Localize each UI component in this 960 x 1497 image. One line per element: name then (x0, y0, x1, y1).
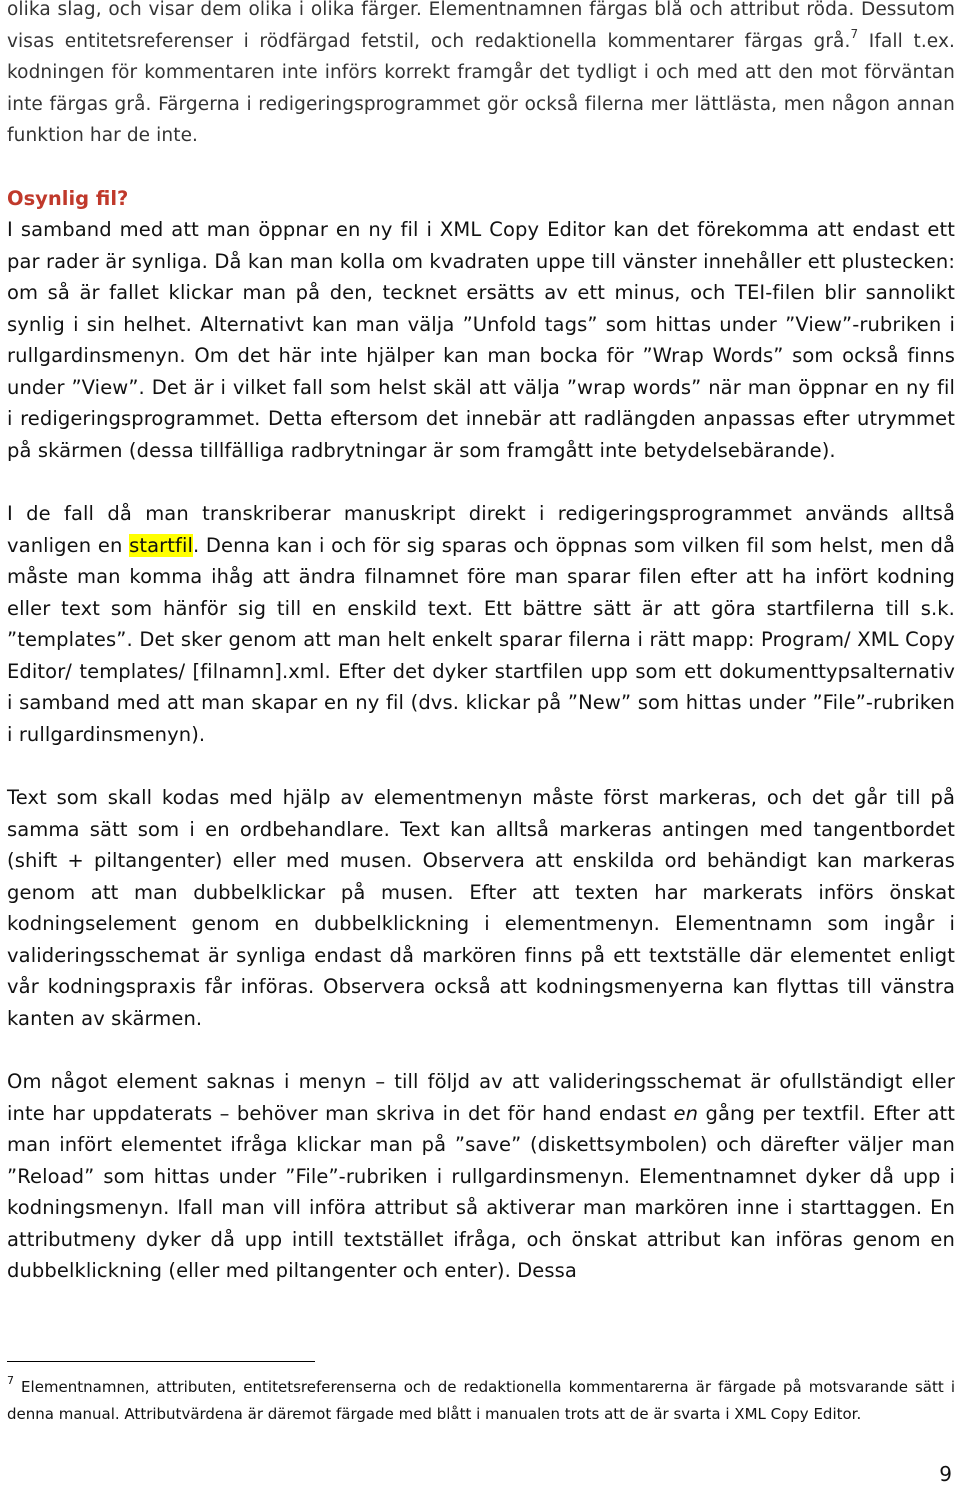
paragraph-startfile (7, 498, 955, 750)
paragraph-text: . Denna kan i och för sig sparas och öppnas som vilken fil som helst, men då måste man komma ihåg att ändra filnamnet före man sparar filen efter att ha infört kodning eller text som hänför sig till en enskild text. Ett bättre sätt är att göra startfilerna till s.k. ”templates”. Det sker genom att man helt enkelt sparar filerna i rätt mapp: Program/ XML Copy Editor/ templates/ [filnamn].xml. Efter det dyker startfilen upp som ett dokumenttypsalternativ i samband med att man skapar en ny fil (dvs. klickar på ”New” som hittas under ”File”-rubriken i rullgardinsmenyn). (7, 533, 955, 746)
emphasized-word: en (673, 1101, 699, 1125)
paragraph-text: I de fall då man transkriberar manuskript direkt i redigeringsprogrammet används alltså vanligen en (7, 502, 955, 557)
paragraph-text: Om något element saknas i menyn – till följd av att valideringsschemat är ofullständigt eller inte har uppdaterats – behöver man skriva in det för hand endast (7, 1070, 955, 1125)
footnote-separator (7, 1361, 315, 1362)
footnote (7, 1374, 955, 1427)
paragraph-marking-text: Text som skall kodas med hjälp av elementmenyn måste först markeras, och det går till på samma sätt som i en ordbehandlare. Text kan alltså markeras antingen med tangentbordet (shift + piltangenter) eller med musen. Observera att enskilda ord behändigt kan markeras genom att man dubbelklickar på musen. Efter att texten har markerats införs önskat kodningselement genom en dubbelklickning i elementmenyn. Elementnamn som ingår i valideringsschemat är synliga endast då markören finns på ett textställe där elementet enligt vår kodningspraxis får införas. Observera också att kodningsmenyerna kan flyttas till vänstra kanten av skärmen. (7, 786, 955, 1030)
footnote-text (7, 1374, 955, 1427)
footnote-body: Elementnamnen, attributen, entitetsreferenserna och de redaktionella kommentarerna är färgade på motsvarande sätt i denna manual. Attributvärdena är däremot färgade med blått i manualen trots att de är svarta i XML Copy Editor. (7, 1378, 955, 1423)
section-heading: Osynlig fil? (7, 186, 129, 210)
intro-text-b: Ifall t.ex. kodningen för kommentaren inte införs korrekt framgår det tydligt i och med att den mot förväntan inte färgas grå. Färgerna i redigeringsprogrammet gör också filerna mer lättlästa, men någon annan funktion har de inte. (7, 30, 955, 146)
footnote-reference[interactable]: 7 (850, 26, 859, 41)
intro-text-a: olika slag, och visar dem olika i olika färger. Elementnamnen färgas blå och attribut röda. Dessutom visas entitetsreferenser i rödfärgad fetstil, och redaktionella kommentarer färgas grå. (7, 0, 955, 52)
footnote-number: 7 (7, 1374, 14, 1387)
page-number: 9 (939, 1462, 952, 1486)
document-page (7, 0, 955, 1287)
intro-paragraph (7, 0, 955, 152)
paragraph-missing-element (7, 1066, 955, 1287)
paragraph-invisible-file: I samband med att man öppnar en ny fil i XML Copy Editor kan det förekomma att endast ett par rader är synliga. Då kan man kolla om kvadraten uppe till vänster innehåller ett plustecken: om så är fallet klickar man på den, tecknet ersätts av ett minus, och TEI-filen blir sannolikt synlig i sin helhet. Alternativt kan man välja ”Unfold tags” som hittas under ”View”-rubriken i rullgardinsmenyn. Om det här inte hjälper kan man bocka för ”Wrap Words” som också finns under ”View”. Det är i vilket fall som helst skäl att välja ”wrap words” när man öppnar en ny fil i redigeringsprogrammet. Detta eftersom det innebär att radlängden anpassas efter utrymmet på skärmen (dessa tillfälliga radbrytningar är som framgått inte betydelsebärande). (7, 218, 955, 462)
highlighted-term: startfil (129, 533, 193, 557)
paragraph-text: gång per textfil. Efter att man infört elementet ifråga klickar man på ”save” (diskettsymbolen) och därefter väljer man ”Reload” som hittas under ”File”-rubriken i rullgardinsmenyn. Elementnamnet dyker då upp i kodningsmenyn. Ifall man vill införa attribut så aktiverar man markören inne i starttaggen. En attributmeny dyker då upp intill textstället ifråga, och önskat attribut kan införas genom en dubbelklickning (eller med piltangenter och enter). Dessa (7, 1101, 955, 1282)
